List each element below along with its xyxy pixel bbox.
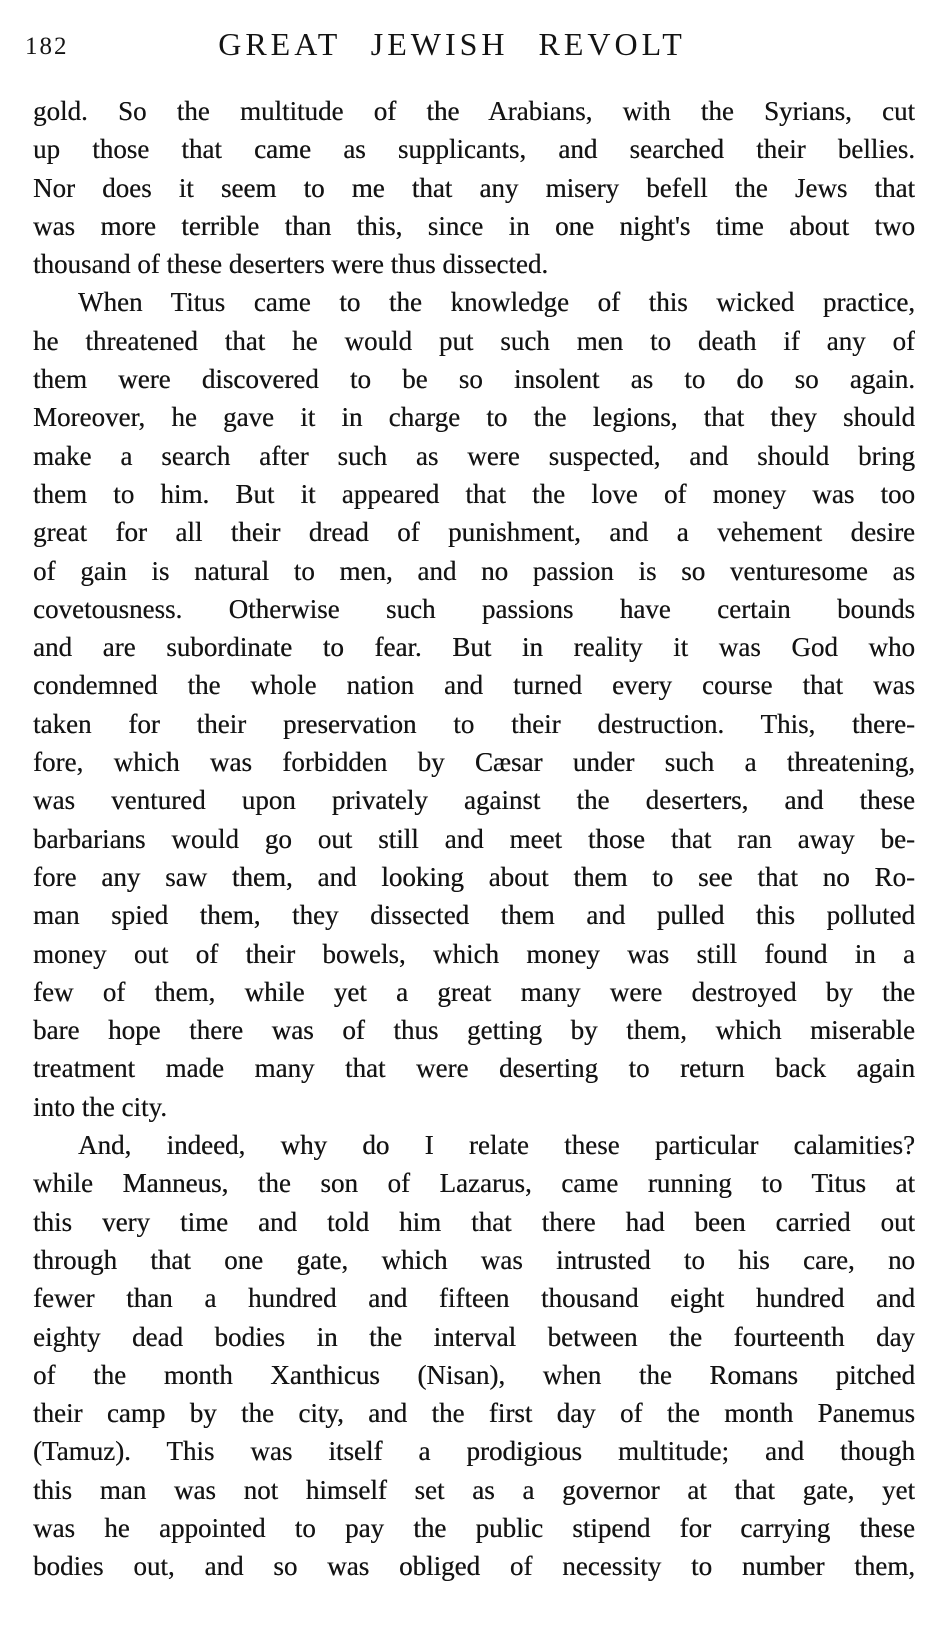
text-line: of gain is natural to men, and no passion is so venturesome as xyxy=(33,555,915,586)
text-line: make a search after such as were suspected, and should bring xyxy=(33,440,915,471)
text-line: thousand of these deserters were thus dissected. xyxy=(33,249,549,280)
text-line: fore, which was forbidden by Cæsar under such a threatening, xyxy=(33,747,915,778)
text-line: taken for their preservation to their destruction. This, there- xyxy=(33,708,915,739)
text-line: barbarians would go out still and meet those that ran away be- xyxy=(33,823,915,854)
text-line: into the city. xyxy=(33,1091,167,1122)
text-line: them were discovered to be so insolent as to do so again. xyxy=(33,364,915,395)
text-line: And, indeed, why do I relate these particular calamities? xyxy=(78,1130,915,1161)
text-line: this very time and told him that there had been carried out xyxy=(33,1206,915,1237)
text-line: was more terrible than this, since in one night's time about two xyxy=(33,210,915,241)
text-line: eighty dead bodies in the interval between the fourteenth day xyxy=(33,1321,915,1352)
text-line: them to him. But it appeared that the love of money was too xyxy=(33,478,915,509)
page-number: 182 xyxy=(25,33,69,60)
text-line: of the month Xanthicus (Nisan), when the Romans pitched xyxy=(33,1359,915,1390)
text-line: condemned the whole nation and turned every course that was xyxy=(33,670,915,701)
paragraph xyxy=(33,92,915,283)
text-line: he threatened that he would put such men to death if any of xyxy=(33,325,915,356)
text-line: great for all their dread of punishment, and a vehement desire xyxy=(33,517,915,548)
running-title: GREAT JEWISH REVOLT xyxy=(218,26,686,62)
text-line: through that one gate, which was intrusted to his care, no xyxy=(33,1244,915,1275)
text-line: and are subordinate to fear. But in reality it was God who xyxy=(33,632,915,663)
paragraph xyxy=(33,283,915,1126)
paragraph xyxy=(33,1126,915,1586)
text-line: their camp by the city, and the first day of the month Panemus xyxy=(33,1398,915,1429)
text-line: man spied them, they dissected them and pulled this polluted xyxy=(33,900,915,931)
text-line: Moreover, he gave it in charge to the legions, that they should xyxy=(33,402,915,433)
text-line: (Tamuz). This was itself a prodigious multitude; and though xyxy=(33,1436,915,1467)
text-line: fore any saw them, and looking about them to see that no Ro- xyxy=(33,861,915,892)
text-line: Nor does it seem to me that any misery befell the Jews that xyxy=(33,172,915,203)
text-line: covetousness. Otherwise such passions have certain bounds xyxy=(33,593,915,624)
page-body xyxy=(33,92,915,1586)
text-line: few of them, while yet a great many were destroyed by the xyxy=(33,976,915,1007)
text-line: up those that came as supplicants, and searched their bellies. xyxy=(33,134,915,165)
text-line: treatment made many that were deserting to return back again xyxy=(33,1053,915,1084)
text-line: while Manneus, the son of Lazarus, came running to Titus at xyxy=(33,1168,915,1199)
text-line: this man was not himself set as a governor at that gate, yet xyxy=(33,1474,915,1505)
text-line: bare hope there was of thus getting by them, which miserable xyxy=(33,1015,915,1046)
text-line: fewer than a hundred and fifteen thousand eight hundred and xyxy=(33,1283,915,1314)
text-line: bodies out, and so was obliged of necessity to number them, xyxy=(33,1551,915,1582)
text-line: was ventured upon privately against the deserters, and these xyxy=(33,785,915,816)
text-line: When Titus came to the knowledge of this wicked practice, xyxy=(78,287,915,318)
text-line: was he appointed to pay the public stipend for carrying these xyxy=(33,1512,915,1543)
text-line: gold. So the multitude of the Arabians, with the Syrians, cut xyxy=(33,96,915,126)
text-line: money out of their bowels, which money was still found in a xyxy=(33,938,915,969)
